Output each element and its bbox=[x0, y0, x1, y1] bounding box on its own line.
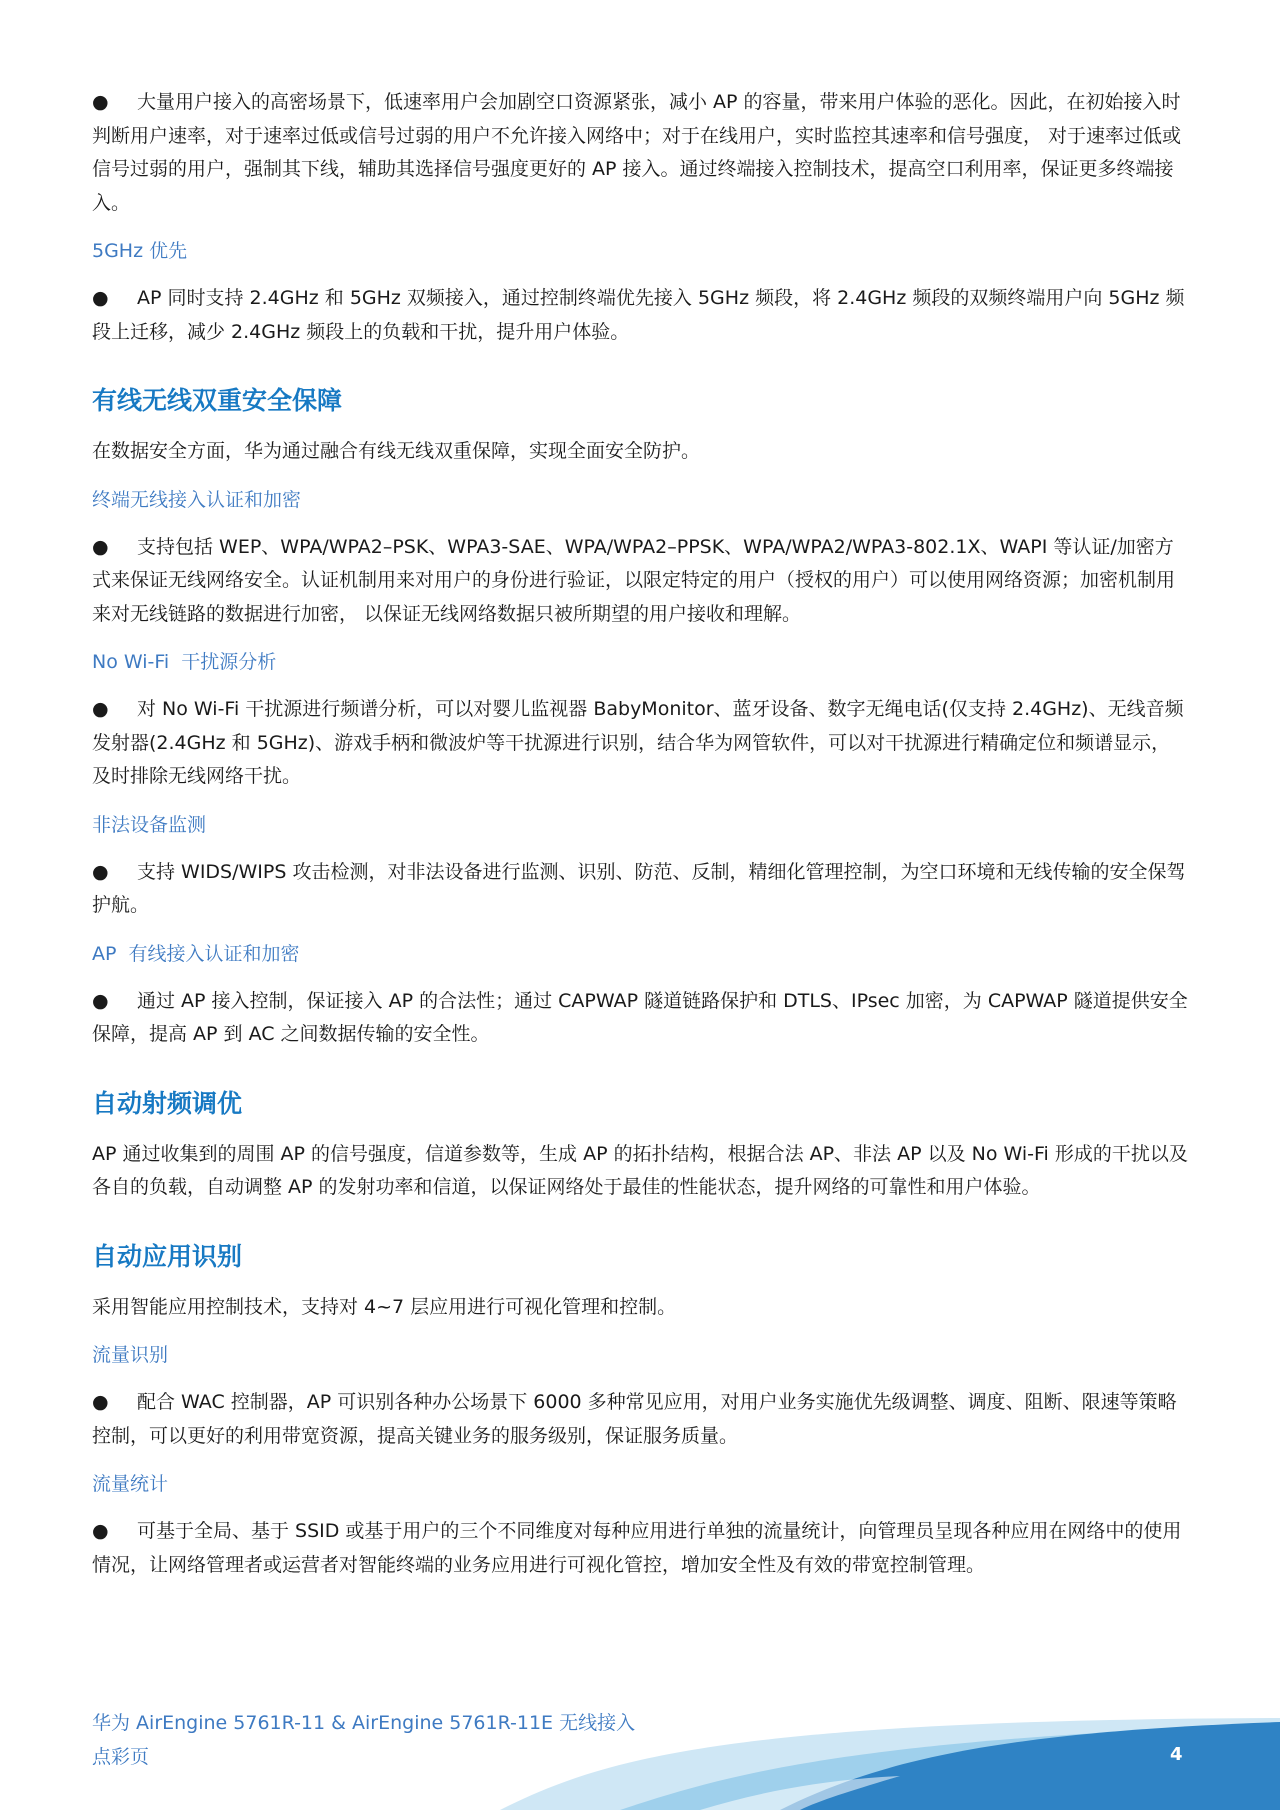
subheading: No Wi-Fi 干扰源分析 bbox=[92, 651, 277, 673]
bullet-paragraph: ● 支持 WIDS/WIPS 攻击检测，对非法设备进行监测、识别、防范、反制，精细化管理控制，为空口环境和无线传输的安全保驾护航。 bbox=[92, 856, 1188, 923]
document-body bbox=[92, 86, 1188, 1582]
paragraph: 采用智能应用控制技术，支持对 4~7 层应用进行可视化管理和控制。 bbox=[92, 1295, 677, 1318]
bullet-paragraph: ● 支持包括 WEP、WPA/WPA2–PSK、WPA3-SAE、WPA/WPA2–PPSK、WPA/WPA2/WPA3-802.1X、WAPI 等认证/加密方式来保证无线网络安全。认证机制用来对用户的身份进行验证，以限定特定的用户（授权的用户）可以使用网络资源；加密机制用来对无线链路的数据进行加密， 以保证无线网络数据只被所期望的用户接收和理解。 bbox=[92, 531, 1188, 632]
bullet-icon: ● bbox=[92, 1520, 109, 1542]
footer-product-title: 华为 AirEngine 5761R-11 & AirEngine 5761R-11E 无线接入点彩页 bbox=[92, 1712, 636, 1768]
bullet-paragraph: ● 可基于全局、基于 SSID 或基于用户的三个不同维度对每种应用进行单独的流量统计，向管理员呈现各种应用在网络中的使用情况，让网络管理者或运营者对智能终端的业务应用进行可视化管控，增加安全性及有效的带宽控制管理。 bbox=[92, 1515, 1188, 1582]
bullet-icon: ● bbox=[92, 287, 109, 309]
bullet-icon: ● bbox=[92, 1391, 109, 1413]
paragraph: AP 通过收集到的周围 AP 的信号强度，信道参数等，生成 AP 的拓扑结构，根据合法 AP、非法 AP 以及 No Wi-Fi 形成的干扰以及各自的负载，自动调整 AP 的发射功率和信道，以保证网络处于最佳的性能状态，提升网络的可靠性和用户体验。 bbox=[92, 1142, 1188, 1198]
subheading: 流量识别 bbox=[92, 1344, 169, 1366]
bullet-icon: ● bbox=[92, 860, 109, 883]
page-number: 4 bbox=[1170, 1744, 1183, 1765]
bullet-icon: ● bbox=[92, 698, 109, 720]
subheading: 非法设备监测 bbox=[92, 813, 207, 836]
subheading: 终端无线接入认证和加密 bbox=[92, 488, 302, 511]
section-heading: 自动射频调优 bbox=[92, 1088, 243, 1118]
bullet-icon: ● bbox=[92, 91, 109, 113]
section-heading: 有线无线双重安全保障 bbox=[92, 386, 343, 415]
bullet-icon: ● bbox=[92, 535, 109, 558]
bullet-paragraph: ● 通过 AP 接入控制，保证接入 AP 的合法性；通过 CAPWAP 隧道链路保护和 DTLS、IPsec 加密，为 CAPWAP 隧道提供安全保障，提高 AP 到 AC 之间数据传输的安全性。 bbox=[92, 985, 1188, 1052]
paragraph: 在数据安全方面，华为通过融合有线无线双重保障，实现全面安全防护。 bbox=[92, 440, 701, 462]
bullet-paragraph: ● AP 同时支持 2.4GHz 和 5GHz 双频接入，通过控制终端优先接入 5GHz 频段，将 2.4GHz 频段的双频终端用户向 5GHz 频段上迁移，减少 2.4GHz 频段上的负载和干扰，提升用户体验。 bbox=[92, 282, 1188, 349]
subheading: 5GHz 优先 bbox=[92, 240, 188, 262]
bullet-paragraph: ● 大量用户接入的高密场景下，低速率用户会加剧空口资源紧张，减小 AP 的容量，带来用户体验的恶化。因此，在初始接入时判断用户速率，对于速率过低或信号过弱的用户不允许接入网络中；对于在线用户，实时监控其速率和信号强度， 对于速率过低或信号过弱的用户，强制其下线，辅助其选择信号强度更好的 AP 接入。通过终端接入控制技术，提高空口利用率，保证更多终端接入。 bbox=[92, 86, 1188, 220]
bullet-paragraph: ● 对 No Wi-Fi 干扰源进行频谱分析，可以对婴儿监视器 BabyMonitor、蓝牙设备、数字无绳电话(仅支持 2.4GHz)、无线音频发射器(2.4GHz 和 5GHz)、游戏手柄和微波炉等干扰源进行识别，结合华为网管软件，可以对干扰源进行精确定位和频谱显示，及时排除无线网络干扰。 bbox=[92, 693, 1188, 794]
subheading: 流量统计 bbox=[92, 1473, 169, 1495]
subheading: AP 有线接入认证和加密 bbox=[92, 942, 300, 965]
bullet-icon: ● bbox=[92, 989, 109, 1012]
bullet-paragraph: ● 配合 WAC 控制器，AP 可识别各种办公场景下 6000 多种常见应用，对用户业务实施优先级调整、调度、阻断、限速等策略控制，可以更好的利用带宽资源，提高关键业务的服务级别，保证服务质量。 bbox=[92, 1386, 1188, 1453]
section-heading: 自动应用识别 bbox=[92, 1241, 243, 1271]
